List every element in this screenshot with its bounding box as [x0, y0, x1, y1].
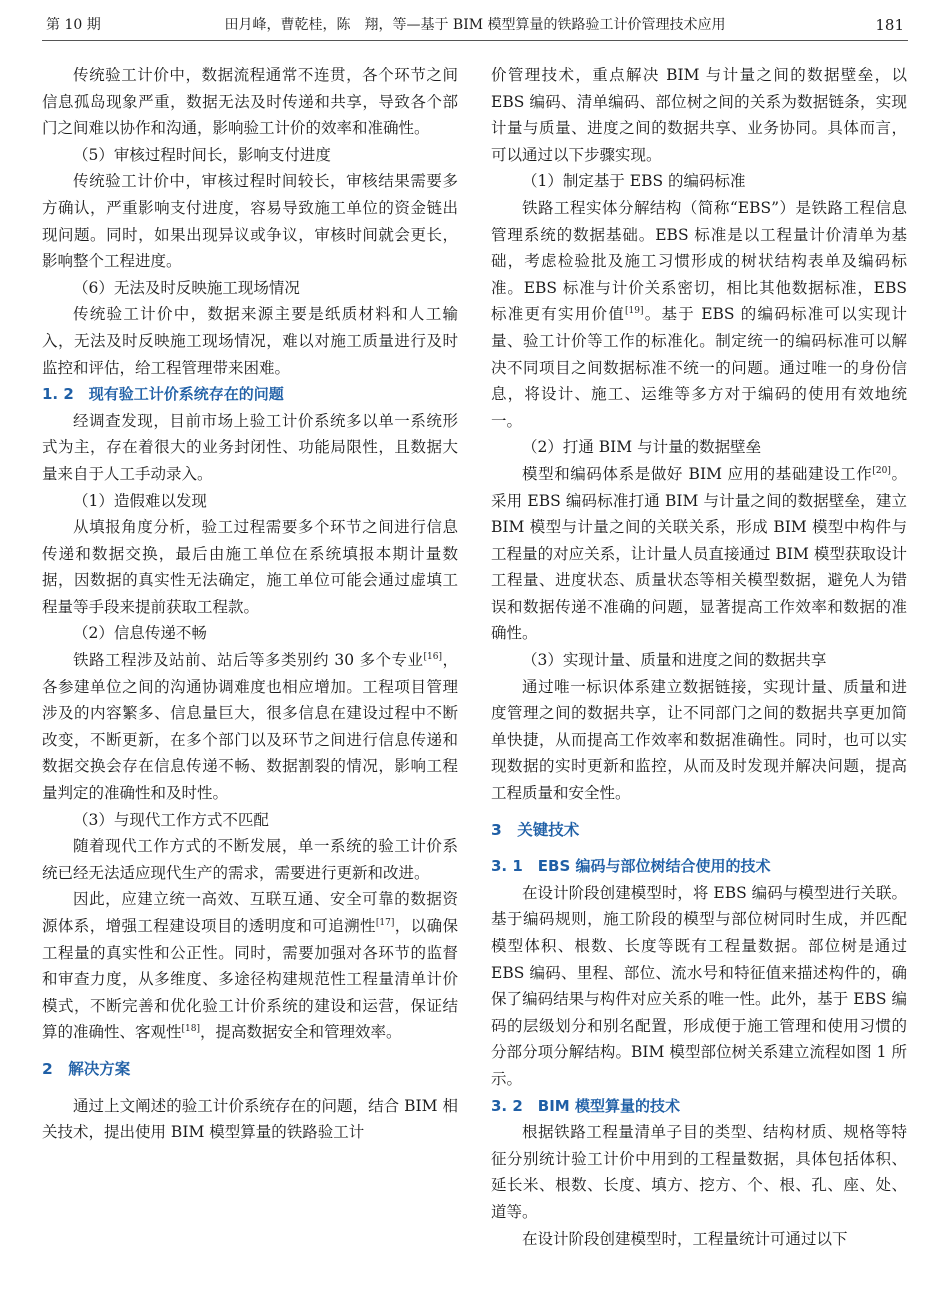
paragraph: 通过唯一标识体系建立数据链接，实现计量、质量和进度管理之间的数据共享，让不同部门之间的数据共享更加简单快捷，从而提高工作效率和数据准确性。同时，也可以实现数据的实时更新和监控，从而及时发现并解决问题，提高工程质量和安全性。: [491, 677, 907, 803]
section-heading-2: 2 解决方案: [42, 1059, 131, 1078]
paragraph: 价管理技术，重点解决 BIM 与计量之间的数据壁垒，以 EBS 编码、清单编码、部位树之间的关系为数据链条，实现计量与质量、进度之间的数据共享、业务协同。具体而言，可以通过以下步骤实现。: [491, 66, 907, 164]
left-column: [42, 62, 458, 1146]
paragraph: 在设计阶段创建模型时，将 EBS 编码与模型进行关联。基于编码规则，施工阶段的模型与部位树同时生成，并匹配模型体积、根数、长度等既有工程量数据。部位树是通过 EBS 编码、里程、部位、流水号和特征值来描述构件的，确保了编码结果与构件对应关系的唯一性。此外，基于 EBS 编码的层级划分和别名配置，形成便于施工管理和使用习惯的分部分项分解结构。BIM 模型部位树关系建立流程如图 1 所示。: [491, 883, 907, 1088]
citation: [16]: [423, 651, 442, 662]
paragraph: 从填报角度分析，验工过程需要多个环节之间进行信息传递和数据交换，最后由施工单位在系统填报本期计量数据，因数据的真实性无法确定，施工单位可能会通过虚填工程量等手段来提前获取工程款。: [42, 518, 458, 616]
section-heading-3-2: 3. 2 BIM 模型算量的技术: [491, 1096, 680, 1115]
running-header: [42, 14, 908, 41]
text-run: ，各参建单位之间的沟通协调难度也相应增加。工程项目管理涉及的内容繁多、信息量巨大，很多信息在建设过程中不断改变，不断更新，在多个部门以及环节之间进行信息传递和数据交换会存在信息传递不畅、数据割裂的情况，影响工程量判定的准确性和及时性。: [42, 651, 458, 803]
subheading: （6）无法及时反映施工现场情况: [73, 278, 300, 297]
subheading: （1）造假难以发现: [73, 491, 207, 510]
section-heading-3-1: 3. 1 EBS 编码与部位树结合使用的技术: [491, 857, 771, 876]
citation: [20]: [872, 465, 891, 476]
text-run: 模型和编码体系是做好 BIM 应用的基础建设工作: [522, 464, 873, 483]
paragraph: 传统验工计价中，数据流程通常不连贯，各个环节之间信息孤岛现象严重，数据无法及时传递和共享，导致各个部门之间难以协作和沟通，影响验工计价的效率和准确性。: [42, 66, 458, 138]
paragraph: [491, 195, 907, 434]
subheading: （3）与现代工作方式不匹配: [73, 810, 269, 829]
paragraph: [42, 647, 458, 807]
citation: [19]: [625, 306, 644, 317]
text-run: ，以确保工程量的真实性和公正性。同时，需要加强对各环节的监督和审查力度，从多维度、多途径构建规范性工程量清单计价模式，不断完善和优化验工计价系统的建设和运营，保证结算的准确性、客观性: [42, 917, 458, 1042]
paragraph: 通过上文阐述的验工计价系统存在的问题，结合 BIM 相关技术，提出使用 BIM 模型算量的铁路验工计: [42, 1096, 458, 1142]
text-run: 铁路工程实体分解结构（简称“EBS”）是铁路工程信息管理系统的数据基础。EBS 标准是以工程量计价清单为基础，考虑检验批及施工习惯形成的树状结构表单及编码标准。EBS 标准与计价关系密切，相比其他数据标准，EBS 标准更有实用价值: [491, 198, 907, 324]
citation: [18]: [181, 1024, 200, 1035]
subheading: （3）实现计量、质量和进度之间的数据共享: [522, 651, 827, 670]
text-run: 因此，应建立统一高效、互联互通、安全可靠的数据资源体系，增强工程建设项目的透明度和可追溯性: [42, 890, 458, 935]
text-run: 铁路工程涉及站前、站后等多类别约 30 多个专业: [73, 651, 424, 670]
running-title: 田月峰，曹乾桂，陈 翔，等—基于 BIM 模型算量的铁路验工计价管理技术应用: [224, 17, 726, 33]
subheading: （5）审核过程时间长，影响支付进度: [73, 145, 331, 164]
paragraph: 传统验工计价中，数据来源主要是纸质材料和人工输入，无法及时反映施工现场情况，难以对施工质量进行及时监控和评估，给工程管理带来困难。: [42, 305, 458, 377]
paragraph: [491, 461, 907, 647]
text-run: ，提高数据安全和管理效率。: [200, 1023, 402, 1042]
paragraph: 经调查发现，目前市场上验工计价系统多以单一系统形式为主，存在着很大的业务封闭性、功能局限性，且数据大量来自于人工手动录入。: [42, 411, 458, 483]
paragraph: 传统验工计价中，审核过程时间较长，审核结果需要多方确认，严重影响支付进度，容易导致施工单位的资金链出现问题。同时，如果出现异议或争议，审核时间就会更长，影响整个工程进度。: [42, 172, 458, 271]
right-column: [491, 62, 907, 1252]
text-run: 。采用 EBS 编码标准打通 BIM 与计量之间的数据壁垒，建立 BIM 模型与计量之间的关联关系，形成 BIM 模型中构件与工程量的对应关系，让计量人员直接通过 BIM 模型获取设计工程量、进度状态、质量状态等相关模型数据，避免人为错误和数据传递不准确的问题，显著提高工作效率和数据的准确性。: [491, 464, 907, 643]
subheading: （1）制定基于 EBS 的编码标准: [522, 172, 746, 191]
paragraph: 在设计阶段创建模型时，工程量统计可通过以下: [522, 1229, 848, 1248]
section-heading-1-2: 1. 2 现有验工计价系统存在的问题: [42, 385, 284, 404]
subheading: （2）信息传递不畅: [73, 624, 207, 643]
paragraph: [42, 886, 458, 1046]
section-heading-3: 3 关键技术: [491, 820, 580, 839]
paragraph: 根据铁路工程量清单子目的类型、结构材质、规格等特征分别统计验工计价中用到的工程量数据，具体包括体积、延长米、根数、长度、填方、挖方、个、根、孔、座、处、道等。: [491, 1123, 907, 1221]
citation: [17]: [375, 917, 395, 928]
paragraph: 随着现代工作方式的不断发展，单一系统的验工计价系统已经无法适应现代生产的需求，需要进行更新和改进。: [42, 837, 458, 882]
text-run: 。基于 EBS 的编码标准可以实现计量、验工计价等工作的标准化。制定统一的编码标准可以解决不同项目之间数据标准不统一的问题。通过唯一的身份信息，将设计、施工、运维等多方对于编码的使用有效地统一。: [491, 305, 907, 430]
page-number: 181: [875, 16, 904, 34]
subheading: （2）打通 BIM 与计量的数据壁垒: [522, 438, 762, 457]
issue-number: 第 10 期: [46, 17, 101, 33]
